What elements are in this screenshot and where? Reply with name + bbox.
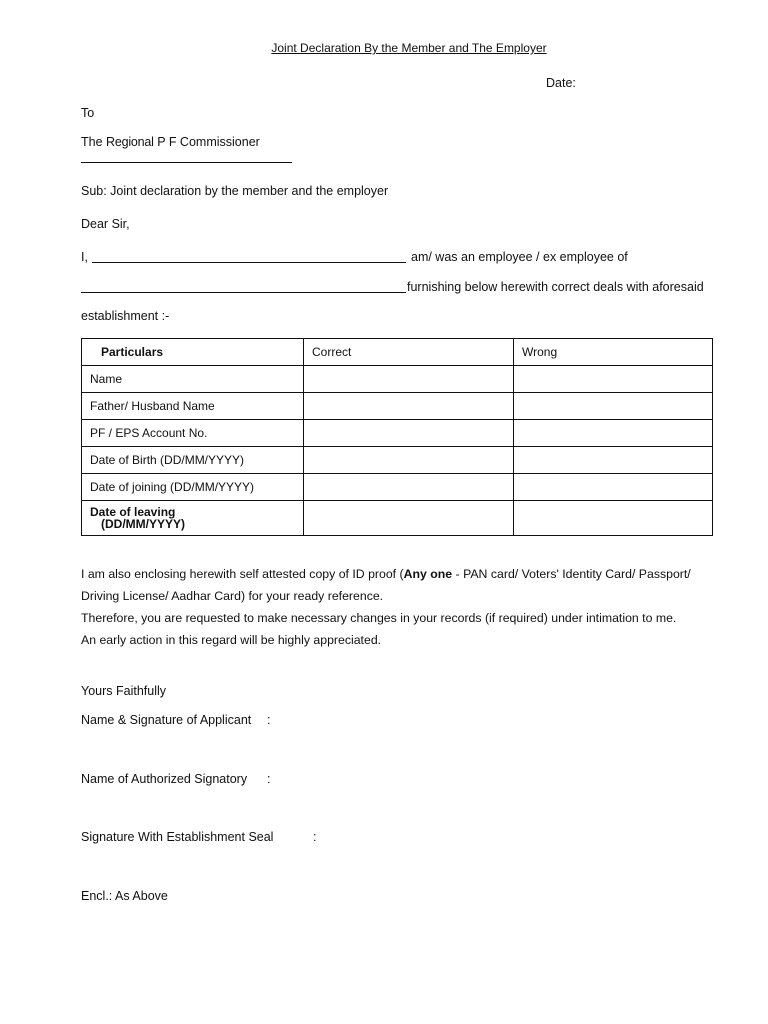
recipient-rest: P F Commissioner bbox=[153, 135, 260, 149]
seal-label: Signature With Establishment Seal bbox=[81, 830, 274, 844]
row-label-dob: Date of Birth (DD/MM/YYYY) bbox=[82, 447, 304, 474]
establishment-label: establishment :- bbox=[81, 309, 170, 323]
table-header-row bbox=[82, 339, 713, 366]
seal-colon: : bbox=[313, 830, 317, 844]
date-label: Date: bbox=[546, 76, 576, 90]
employee-name-blank[interactable] bbox=[92, 262, 406, 263]
yours-faithfully: Yours Faithfully bbox=[81, 684, 166, 698]
wrong-cell[interactable] bbox=[514, 366, 713, 393]
correct-cell[interactable] bbox=[304, 393, 514, 420]
row-label-name: Name bbox=[82, 366, 304, 393]
correct-cell[interactable] bbox=[304, 501, 514, 536]
recipient-name: Regional bbox=[106, 135, 154, 149]
correct-cell[interactable] bbox=[304, 420, 514, 447]
signatory-colon: : bbox=[267, 772, 271, 786]
appreciation-paragraph: An early action in this regard will be highly appreciated. bbox=[81, 633, 382, 647]
document-title: Joint Declaration By the Member and The Employer bbox=[271, 41, 547, 55]
applicant-label: Name & Signature of Applicant bbox=[81, 713, 252, 727]
any-one-emphasis: Any one bbox=[403, 567, 453, 581]
details-table bbox=[81, 338, 713, 536]
recipient-underline bbox=[81, 162, 292, 163]
signatory-label: Name of Authorized Signatory bbox=[81, 772, 248, 786]
wrong-cell[interactable] bbox=[514, 474, 713, 501]
furnishing-statement: furnishing below herewith correct deals with aforesaid bbox=[407, 280, 704, 294]
wrong-cell[interactable] bbox=[514, 393, 713, 420]
dol-label: Date of leaving bbox=[90, 505, 176, 519]
header-correct: Correct bbox=[304, 339, 514, 366]
wrong-cell[interactable] bbox=[514, 501, 713, 536]
enclosure-text-cont: - PAN card/ Voters' Identity Card/ Passport/ bbox=[452, 567, 691, 581]
enclosure-paragraph-line2: Driving License/ Aadhar Card) for your ready reference. bbox=[81, 589, 384, 603]
table-row bbox=[82, 501, 713, 536]
table-row bbox=[82, 447, 713, 474]
enclosure-paragraph-line1 bbox=[81, 567, 691, 581]
employment-statement: am/ was an employee / ex employee of bbox=[411, 250, 628, 264]
correct-cell[interactable] bbox=[304, 474, 514, 501]
row-label-account-no: PF / EPS Account No. bbox=[82, 420, 304, 447]
header-wrong: Wrong bbox=[514, 339, 713, 366]
row-label-dol bbox=[82, 501, 304, 536]
row-label-doj: Date of joining (DD/MM/YYYY) bbox=[82, 474, 304, 501]
row-label-father-husband: Father/ Husband Name bbox=[82, 393, 304, 420]
table-row bbox=[82, 366, 713, 393]
subject-line: Sub: Joint declaration by the member and the employer bbox=[81, 184, 389, 198]
correct-cell[interactable] bbox=[304, 366, 514, 393]
dol-format: (DD/MM/YYYY) bbox=[101, 517, 185, 531]
to-label: To bbox=[81, 106, 95, 120]
salutation: Dear Sir, bbox=[81, 217, 130, 231]
recipient-prefix: The bbox=[81, 135, 107, 149]
table-row bbox=[82, 420, 713, 447]
wrong-cell[interactable] bbox=[514, 420, 713, 447]
establishment-blank[interactable] bbox=[81, 292, 406, 293]
table-row bbox=[82, 474, 713, 501]
header-particulars: Particulars bbox=[82, 339, 304, 366]
correct-cell[interactable] bbox=[304, 447, 514, 474]
table-row bbox=[82, 393, 713, 420]
enclosure-text: I am also enclosing herewith self attested copy of ID proof ( bbox=[81, 567, 404, 581]
wrong-cell[interactable] bbox=[514, 447, 713, 474]
request-paragraph: Therefore, you are requested to make necessary changes in your records (if required) under intimation to me. bbox=[81, 611, 677, 625]
recipient-line bbox=[81, 135, 260, 149]
applicant-colon: : bbox=[267, 713, 271, 727]
name-prefix: I, bbox=[81, 250, 88, 264]
enclosure-note: Encl.: As Above bbox=[81, 889, 168, 903]
